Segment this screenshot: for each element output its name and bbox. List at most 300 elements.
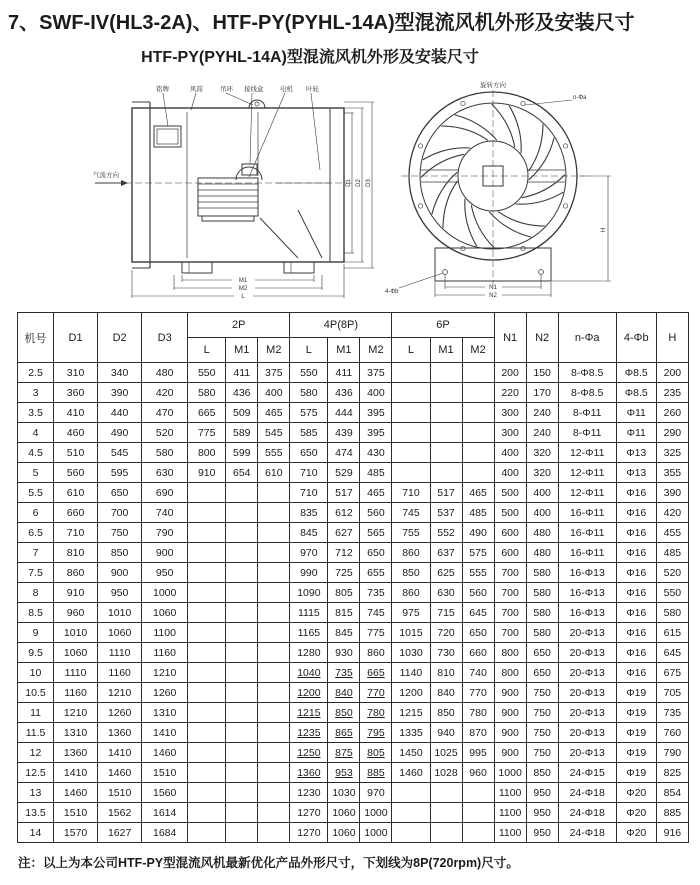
table-cell: Φ13 — [616, 463, 656, 483]
table-cell: 12-Φ11 — [558, 463, 616, 483]
table-cell: 960 — [54, 603, 98, 623]
header-d3: D3 — [142, 313, 188, 363]
table-cell: 465 — [258, 403, 290, 423]
table-cell — [188, 823, 226, 843]
impeller-blade — [529, 124, 543, 171]
table-cell: 700 — [494, 603, 526, 623]
table-cell: 900 — [494, 723, 526, 743]
table-cell: 300 — [494, 423, 526, 443]
airflow-direction-label: 气流方向 — [93, 172, 119, 179]
table-cell: 24-Φ18 — [558, 823, 616, 843]
table-cell: 775 — [188, 423, 226, 443]
table-cell — [392, 463, 430, 483]
table-cell: 1030 — [328, 783, 360, 803]
table-cell: 900 — [142, 543, 188, 563]
header-machine-no: 机号 — [18, 313, 54, 363]
table-cell: 240 — [526, 423, 558, 443]
table-cell: 1010 — [54, 623, 98, 643]
table-cell: 700 — [98, 503, 142, 523]
table-row — [18, 583, 689, 603]
table-cell: 240 — [526, 403, 558, 423]
table-cell: 720 — [430, 623, 462, 643]
table-cell: 760 — [656, 723, 688, 743]
table-cell — [258, 723, 290, 743]
table-cell: 860 — [392, 543, 430, 563]
table-cell: 460 — [54, 423, 98, 443]
table-cell: Φ19 — [616, 743, 656, 763]
table-cell — [226, 563, 258, 583]
table-cell: 580 — [526, 563, 558, 583]
table-cell: 840 — [430, 683, 462, 703]
header-n2: N2 — [526, 313, 558, 363]
table-cell: 340 — [98, 363, 142, 383]
table-cell: 660 — [462, 643, 494, 663]
table-cell: 645 — [462, 603, 494, 623]
table-cell: 715 — [430, 603, 462, 623]
table-cell: 11.5 — [18, 723, 54, 743]
table-cell: 465 — [360, 483, 392, 503]
table-cell: 690 — [142, 483, 188, 503]
table-cell: 735 — [656, 703, 688, 723]
table-cell — [188, 543, 226, 563]
table-cell: 1310 — [142, 703, 188, 723]
table-row — [18, 363, 689, 383]
table-cell: 580 — [656, 603, 688, 623]
table-cell: 1060 — [142, 603, 188, 623]
table-cell: 420 — [656, 503, 688, 523]
table-cell: 916 — [656, 823, 688, 843]
page-title: 7、SWF-IV(HL3-2A)、HTF-PY(PYHL-14A)型混流风机外形及安装尺寸 — [8, 12, 635, 34]
table-cell: 11 — [18, 703, 54, 723]
foot-holes-label: 4-Φb — [385, 289, 399, 295]
table-cell — [226, 683, 258, 703]
table-cell: 1110 — [98, 643, 142, 663]
table-cell: 550 — [290, 363, 328, 383]
table-cell: 10.5 — [18, 683, 54, 703]
table-cell: 850 — [526, 763, 558, 783]
table-cell: 436 — [328, 383, 360, 403]
table-cell: 485 — [656, 543, 688, 563]
table-cell: 4.5 — [18, 443, 54, 463]
table-cell: 444 — [328, 403, 360, 423]
table-cell: 1060 — [328, 823, 360, 843]
table-cell — [430, 803, 462, 823]
bolt-hole — [563, 144, 567, 148]
table-cell: 900 — [494, 703, 526, 723]
table-cell: 950 — [526, 823, 558, 843]
table-cell — [258, 823, 290, 843]
table-cell: 610 — [54, 483, 98, 503]
subheader-l: L — [188, 338, 226, 363]
table-cell: 400 — [360, 383, 392, 403]
table-cell: 20-Φ13 — [558, 723, 616, 743]
table-cell: 840 — [328, 683, 360, 703]
table-cell: 375 — [360, 363, 392, 383]
impeller-blade — [498, 212, 545, 226]
table-cell: 975 — [392, 603, 430, 623]
table-cell: 420 — [142, 383, 188, 403]
table-cell: 545 — [98, 443, 142, 463]
table-cell: 290 — [656, 423, 688, 443]
table-cell: 2.5 — [18, 363, 54, 383]
table-cell: 439 — [328, 423, 360, 443]
table-cell: 1210 — [98, 683, 142, 703]
table-cell: 1200 — [290, 683, 328, 703]
table-cell: 550 — [656, 583, 688, 603]
table-cell: 395 — [360, 423, 392, 443]
table-cell: 390 — [656, 483, 688, 503]
table-cell: 220 — [494, 383, 526, 403]
table-cell: Φ13 — [616, 443, 656, 463]
table-cell: 355 — [656, 463, 688, 483]
table-cell: 700 — [494, 583, 526, 603]
table-cell: 1410 — [98, 743, 142, 763]
table-cell: 630 — [142, 463, 188, 483]
table-cell: 200 — [656, 363, 688, 383]
table-cell: 1040 — [290, 663, 328, 683]
table-cell: 20-Φ13 — [558, 643, 616, 663]
table-cell: Φ11 — [616, 403, 656, 423]
table-cell: 509 — [226, 403, 258, 423]
table-cell: 12 — [18, 743, 54, 763]
table-cell: 16-Φ11 — [558, 503, 616, 523]
table-cell: 3 — [18, 383, 54, 403]
table-cell: 700 — [494, 563, 526, 583]
table-row — [18, 803, 689, 823]
table-cell — [392, 803, 430, 823]
table-cell: 517 — [328, 483, 360, 503]
table-cell — [188, 783, 226, 803]
header-group-2p: 2P — [188, 313, 290, 338]
table-cell — [258, 763, 290, 783]
dim-label-d2: D2 — [356, 179, 362, 187]
table-cell: 860 — [360, 643, 392, 663]
table-cell: 595 — [98, 463, 142, 483]
table-cell: Φ16 — [616, 623, 656, 643]
table-cell: 750 — [526, 723, 558, 743]
header-n-phi-a: n-Φa — [558, 313, 616, 363]
table-cell: 24-Φ18 — [558, 803, 616, 823]
table-cell: 755 — [392, 523, 430, 543]
table-cell: 12-Φ11 — [558, 483, 616, 503]
table-cell — [258, 643, 290, 663]
table-row — [18, 383, 689, 403]
table-cell: 625 — [430, 563, 462, 583]
table-cell — [258, 563, 290, 583]
table-row — [18, 783, 689, 803]
table-cell: 1410 — [54, 763, 98, 783]
table-cell: 545 — [258, 423, 290, 443]
table-cell: 1010 — [98, 603, 142, 623]
bolt-hole — [563, 204, 567, 208]
table-cell: 1614 — [142, 803, 188, 823]
table-cell — [258, 623, 290, 643]
table-cell: 24-Φ18 — [558, 783, 616, 803]
table-cell: 710 — [54, 523, 98, 543]
table-cell: 1215 — [290, 703, 328, 723]
table-cell — [430, 443, 462, 463]
table-cell: 16-Φ11 — [558, 523, 616, 543]
table-cell: 950 — [526, 783, 558, 803]
table-cell — [462, 403, 494, 423]
table-cell: 650 — [462, 623, 494, 643]
bolt-hole — [418, 204, 422, 208]
table-cell: 750 — [526, 703, 558, 723]
table-cell — [392, 363, 430, 383]
table-cell: 1280 — [290, 643, 328, 663]
table-row — [18, 663, 689, 683]
impeller-blade — [432, 172, 457, 214]
table-cell: 950 — [526, 803, 558, 823]
table-cell: 665 — [188, 403, 226, 423]
table-cell — [430, 383, 462, 403]
table-cell: 600 — [494, 523, 526, 543]
table-cell: 1460 — [54, 783, 98, 803]
impeller-blade — [441, 126, 488, 140]
airflow-arrow-icon — [121, 180, 128, 186]
table-cell: 411 — [328, 363, 360, 383]
table-cell — [226, 483, 258, 503]
table-cell — [188, 763, 226, 783]
table-cell — [226, 643, 258, 663]
table-cell: 854 — [656, 783, 688, 803]
table-cell: 1460 — [98, 763, 142, 783]
table-cell: 20-Φ13 — [558, 743, 616, 763]
table-cell — [188, 663, 226, 683]
table-cell — [188, 563, 226, 583]
bolt-hole — [521, 101, 525, 105]
table-cell: 410 — [54, 403, 98, 423]
table-cell: 1110 — [54, 663, 98, 683]
table-cell: 550 — [188, 363, 226, 383]
footnote: 注：以上为本公司HTF-PY型混流风机最新优化产品外形尺寸，下划线为8P(720rpm)尺寸。 — [18, 856, 519, 870]
table-cell: 430 — [360, 443, 392, 463]
table-cell: 700 — [494, 623, 526, 643]
table-cell: Φ16 — [616, 543, 656, 563]
dim-label-d3: D3 — [366, 179, 372, 187]
table-cell: 1000 — [142, 583, 188, 603]
table-cell: 740 — [142, 503, 188, 523]
dimension-table — [17, 312, 689, 843]
table-cell: 1510 — [54, 803, 98, 823]
table-cell — [226, 503, 258, 523]
table-row — [18, 643, 689, 663]
table-cell — [462, 803, 494, 823]
table-cell — [430, 403, 462, 423]
subheader-m2: M2 — [462, 338, 494, 363]
table-cell: Φ8.5 — [616, 383, 656, 403]
table-cell: 1627 — [98, 823, 142, 843]
table-cell: 8-Φ8.5 — [558, 383, 616, 403]
table-cell — [258, 543, 290, 563]
table-cell: 16-Φ13 — [558, 563, 616, 583]
table-cell — [188, 603, 226, 623]
table-cell: 480 — [526, 523, 558, 543]
table-cell: 1410 — [142, 723, 188, 743]
table-cell: 5 — [18, 463, 54, 483]
table-cell: 1028 — [430, 763, 462, 783]
table-cell — [462, 383, 494, 403]
table-cell: 395 — [360, 403, 392, 423]
table-cell — [430, 363, 462, 383]
table-cell: 1100 — [494, 783, 526, 803]
table-cell: 13.5 — [18, 803, 54, 823]
table-cell: 260 — [656, 403, 688, 423]
table-cell: 7 — [18, 543, 54, 563]
table-cell: 780 — [462, 703, 494, 723]
header-h: H — [656, 313, 688, 363]
table-cell: 20-Φ13 — [558, 663, 616, 683]
table-cell: Φ16 — [616, 583, 656, 603]
table-cell: 1510 — [142, 763, 188, 783]
table-cell: 612 — [328, 503, 360, 523]
table-cell: 795 — [360, 723, 392, 743]
table-cell: 580 — [188, 383, 226, 403]
table-cell: 735 — [360, 583, 392, 603]
subheader-m1: M1 — [226, 338, 258, 363]
header-d1: D1 — [54, 313, 98, 363]
table-cell — [462, 443, 494, 463]
table-cell: Φ16 — [616, 503, 656, 523]
table-cell: 465 — [462, 483, 494, 503]
table-row — [18, 403, 689, 423]
table-cell: 10 — [18, 663, 54, 683]
table-cell: 1460 — [142, 743, 188, 763]
table-cell: 436 — [226, 383, 258, 403]
table-cell: Φ16 — [616, 483, 656, 503]
table-cell — [188, 703, 226, 723]
table-cell: 1510 — [98, 783, 142, 803]
table-cell — [462, 783, 494, 803]
table-cell — [258, 523, 290, 543]
table-cell: 950 — [98, 583, 142, 603]
table-row — [18, 623, 689, 643]
table-cell: 555 — [258, 443, 290, 463]
table-cell: 1215 — [392, 703, 430, 723]
table-cell: 725 — [328, 563, 360, 583]
table-cell — [226, 543, 258, 563]
table-cell: 325 — [656, 443, 688, 463]
table-cell: 580 — [290, 383, 328, 403]
table-cell: 6 — [18, 503, 54, 523]
table-cell: Φ11 — [616, 423, 656, 443]
table-cell: 800 — [188, 443, 226, 463]
table-cell: 170 — [526, 383, 558, 403]
table-row — [18, 423, 689, 443]
table-cell: 1360 — [290, 763, 328, 783]
table-cell — [226, 823, 258, 843]
subheader-l: L — [290, 338, 328, 363]
table-cell: 810 — [54, 543, 98, 563]
table-cell: 1360 — [98, 723, 142, 743]
table-cell: 810 — [430, 663, 462, 683]
dim-label-m2: M2 — [238, 286, 248, 292]
table-cell: 500 — [494, 483, 526, 503]
table-cell: 970 — [290, 543, 328, 563]
table-row — [18, 823, 689, 843]
table-cell: 9.5 — [18, 643, 54, 663]
table-cell: 860 — [54, 563, 98, 583]
table-cell: 870 — [462, 723, 494, 743]
table-cell: 1210 — [54, 703, 98, 723]
table-cell: 960 — [462, 763, 494, 783]
table-cell: 650 — [360, 543, 392, 563]
table-cell: 850 — [328, 703, 360, 723]
table-cell: 560 — [360, 503, 392, 523]
table-cell — [462, 363, 494, 383]
table-row — [18, 703, 689, 723]
table-cell: 1560 — [142, 783, 188, 803]
table-cell — [188, 723, 226, 743]
table-cell: 20-Φ13 — [558, 703, 616, 723]
table-cell — [188, 583, 226, 603]
table-cell: 650 — [526, 663, 558, 683]
table-cell: 615 — [656, 623, 688, 643]
table-cell: 1310 — [54, 723, 98, 743]
table-cell: 875 — [328, 743, 360, 763]
table-cell: 1160 — [142, 643, 188, 663]
table-cell: 1260 — [98, 703, 142, 723]
table-cell: 660 — [54, 503, 98, 523]
table-cell: 655 — [360, 563, 392, 583]
table-cell: 1270 — [290, 803, 328, 823]
table-cell — [226, 743, 258, 763]
table-cell: 1160 — [98, 663, 142, 683]
table-cell: 710 — [290, 463, 328, 483]
table-row — [18, 763, 689, 783]
table-cell: 630 — [430, 583, 462, 603]
table-cell: 745 — [392, 503, 430, 523]
table-row — [18, 443, 689, 463]
table-cell — [258, 483, 290, 503]
table-cell: 800 — [494, 663, 526, 683]
table-cell — [226, 583, 258, 603]
table-cell: 990 — [290, 563, 328, 583]
table-cell: 1165 — [290, 623, 328, 643]
table-cell: 885 — [360, 763, 392, 783]
table-cell: 850 — [430, 703, 462, 723]
part-label-motor: 电机 — [280, 86, 293, 93]
table-cell: 560 — [462, 583, 494, 603]
table-cell: 400 — [526, 483, 558, 503]
table-cell: 1260 — [142, 683, 188, 703]
table-cell: 865 — [328, 723, 360, 743]
table-cell: 440 — [98, 403, 142, 423]
table-cell: 520 — [656, 563, 688, 583]
table-cell: 805 — [328, 583, 360, 603]
table-cell: Φ8.5 — [616, 363, 656, 383]
table-cell: Φ20 — [616, 783, 656, 803]
table-cell: 1100 — [494, 803, 526, 823]
table-cell: 575 — [290, 403, 328, 423]
table-cell: 16-Φ11 — [558, 543, 616, 563]
table-cell: 9 — [18, 623, 54, 643]
table-cell: 480 — [142, 363, 188, 383]
table-cell: 16-Φ13 — [558, 603, 616, 623]
table-cell: 14 — [18, 823, 54, 843]
part-label-duct: 风筒 — [190, 86, 203, 93]
table-cell — [258, 803, 290, 823]
table-cell: 775 — [360, 623, 392, 643]
table-cell: 637 — [430, 543, 462, 563]
table-cell: 825 — [656, 763, 688, 783]
table-cell: 13 — [18, 783, 54, 803]
table-cell: 860 — [392, 583, 430, 603]
table-cell: Φ19 — [616, 723, 656, 743]
table-cell: 235 — [656, 383, 688, 403]
table-cell — [188, 643, 226, 663]
bolt-holes-label: n-Φa — [573, 95, 587, 101]
